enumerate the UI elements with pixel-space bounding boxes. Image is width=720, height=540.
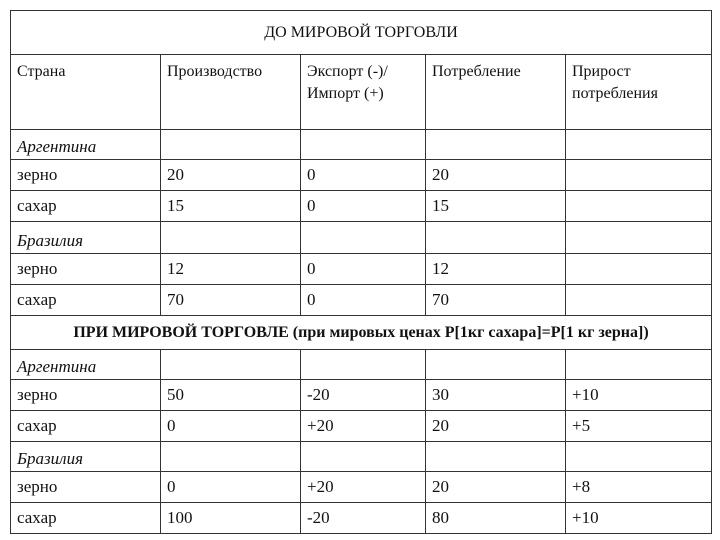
good-cell: сахар bbox=[11, 285, 161, 316]
table-row bbox=[11, 285, 712, 316]
consumption-cell: 12 bbox=[426, 254, 566, 285]
country-row bbox=[11, 130, 712, 160]
production-cell: 100 bbox=[161, 503, 301, 534]
growth-cell bbox=[566, 160, 712, 191]
table-row bbox=[11, 472, 712, 503]
blank-cell bbox=[301, 222, 426, 254]
good-cell: сахар bbox=[11, 411, 161, 442]
country-name: Бразилия bbox=[11, 442, 161, 472]
header-growth: Прирост потребления bbox=[566, 55, 712, 130]
blank-cell bbox=[161, 442, 301, 472]
consumption-cell: 30 bbox=[426, 380, 566, 411]
header-country: Страна bbox=[11, 55, 161, 130]
blank-cell bbox=[566, 222, 712, 254]
table-row bbox=[11, 503, 712, 534]
country-name: Аргентина bbox=[11, 130, 161, 160]
export-import-cell: -20 bbox=[301, 503, 426, 534]
blank-cell bbox=[301, 442, 426, 472]
table-row bbox=[11, 191, 712, 222]
table-row bbox=[11, 160, 712, 191]
growth-cell: +10 bbox=[566, 380, 712, 411]
blank-cell bbox=[161, 130, 301, 160]
good-cell: зерно bbox=[11, 254, 161, 285]
country-name: Аргентина bbox=[11, 350, 161, 380]
table-row bbox=[11, 254, 712, 285]
blank-cell bbox=[426, 130, 566, 160]
consumption-cell: 20 bbox=[426, 411, 566, 442]
blank-cell bbox=[566, 130, 712, 160]
section-title-after: ПРИ МИРОВОЙ ТОРГОВЛЕ (при мировых ценах Р[1кг сахара]=Р[1 кг зерна]) bbox=[11, 316, 712, 350]
country-row bbox=[11, 350, 712, 380]
growth-cell: +10 bbox=[566, 503, 712, 534]
section-title-row bbox=[11, 316, 712, 350]
growth-cell: +8 bbox=[566, 472, 712, 503]
section-title-row bbox=[11, 11, 712, 55]
export-import-cell: +20 bbox=[301, 411, 426, 442]
production-cell: 50 bbox=[161, 380, 301, 411]
header-export-import: Экспорт (-)/ Импорт (+) bbox=[301, 55, 426, 130]
production-cell: 0 bbox=[161, 411, 301, 442]
export-import-cell: 0 bbox=[301, 285, 426, 316]
blank-cell bbox=[426, 222, 566, 254]
production-cell: 20 bbox=[161, 160, 301, 191]
good-cell: зерно bbox=[11, 472, 161, 503]
growth-cell bbox=[566, 254, 712, 285]
good-cell: зерно bbox=[11, 160, 161, 191]
consumption-cell: 70 bbox=[426, 285, 566, 316]
consumption-cell: 20 bbox=[426, 160, 566, 191]
blank-cell bbox=[161, 350, 301, 380]
good-cell: зерно bbox=[11, 380, 161, 411]
blank-cell bbox=[566, 442, 712, 472]
production-cell: 15 bbox=[161, 191, 301, 222]
table-row bbox=[11, 380, 712, 411]
trade-table-page bbox=[10, 10, 711, 531]
production-cell: 0 bbox=[161, 472, 301, 503]
consumption-cell: 80 bbox=[426, 503, 566, 534]
table-row bbox=[11, 411, 712, 442]
blank-cell bbox=[426, 350, 566, 380]
growth-cell bbox=[566, 191, 712, 222]
good-cell: сахар bbox=[11, 191, 161, 222]
production-cell: 70 bbox=[161, 285, 301, 316]
header-row bbox=[11, 55, 712, 130]
header-production: Производство bbox=[161, 55, 301, 130]
header-consumption: Потребление bbox=[426, 55, 566, 130]
growth-cell: +5 bbox=[566, 411, 712, 442]
blank-cell bbox=[161, 222, 301, 254]
blank-cell bbox=[426, 442, 566, 472]
blank-cell bbox=[301, 130, 426, 160]
country-row bbox=[11, 222, 712, 254]
consumption-cell: 20 bbox=[426, 472, 566, 503]
blank-cell bbox=[301, 350, 426, 380]
export-import-cell: -20 bbox=[301, 380, 426, 411]
export-import-cell: 0 bbox=[301, 254, 426, 285]
blank-cell bbox=[566, 350, 712, 380]
good-cell: сахар bbox=[11, 503, 161, 534]
export-import-cell: 0 bbox=[301, 160, 426, 191]
export-import-cell: 0 bbox=[301, 191, 426, 222]
country-name: Бразилия bbox=[11, 222, 161, 254]
growth-cell bbox=[566, 285, 712, 316]
production-cell: 12 bbox=[161, 254, 301, 285]
consumption-cell: 15 bbox=[426, 191, 566, 222]
country-row bbox=[11, 442, 712, 472]
trade-table bbox=[10, 10, 712, 534]
export-import-cell: +20 bbox=[301, 472, 426, 503]
section-title-before: ДО МИРОВОЙ ТОРГОВЛИ bbox=[11, 11, 712, 55]
